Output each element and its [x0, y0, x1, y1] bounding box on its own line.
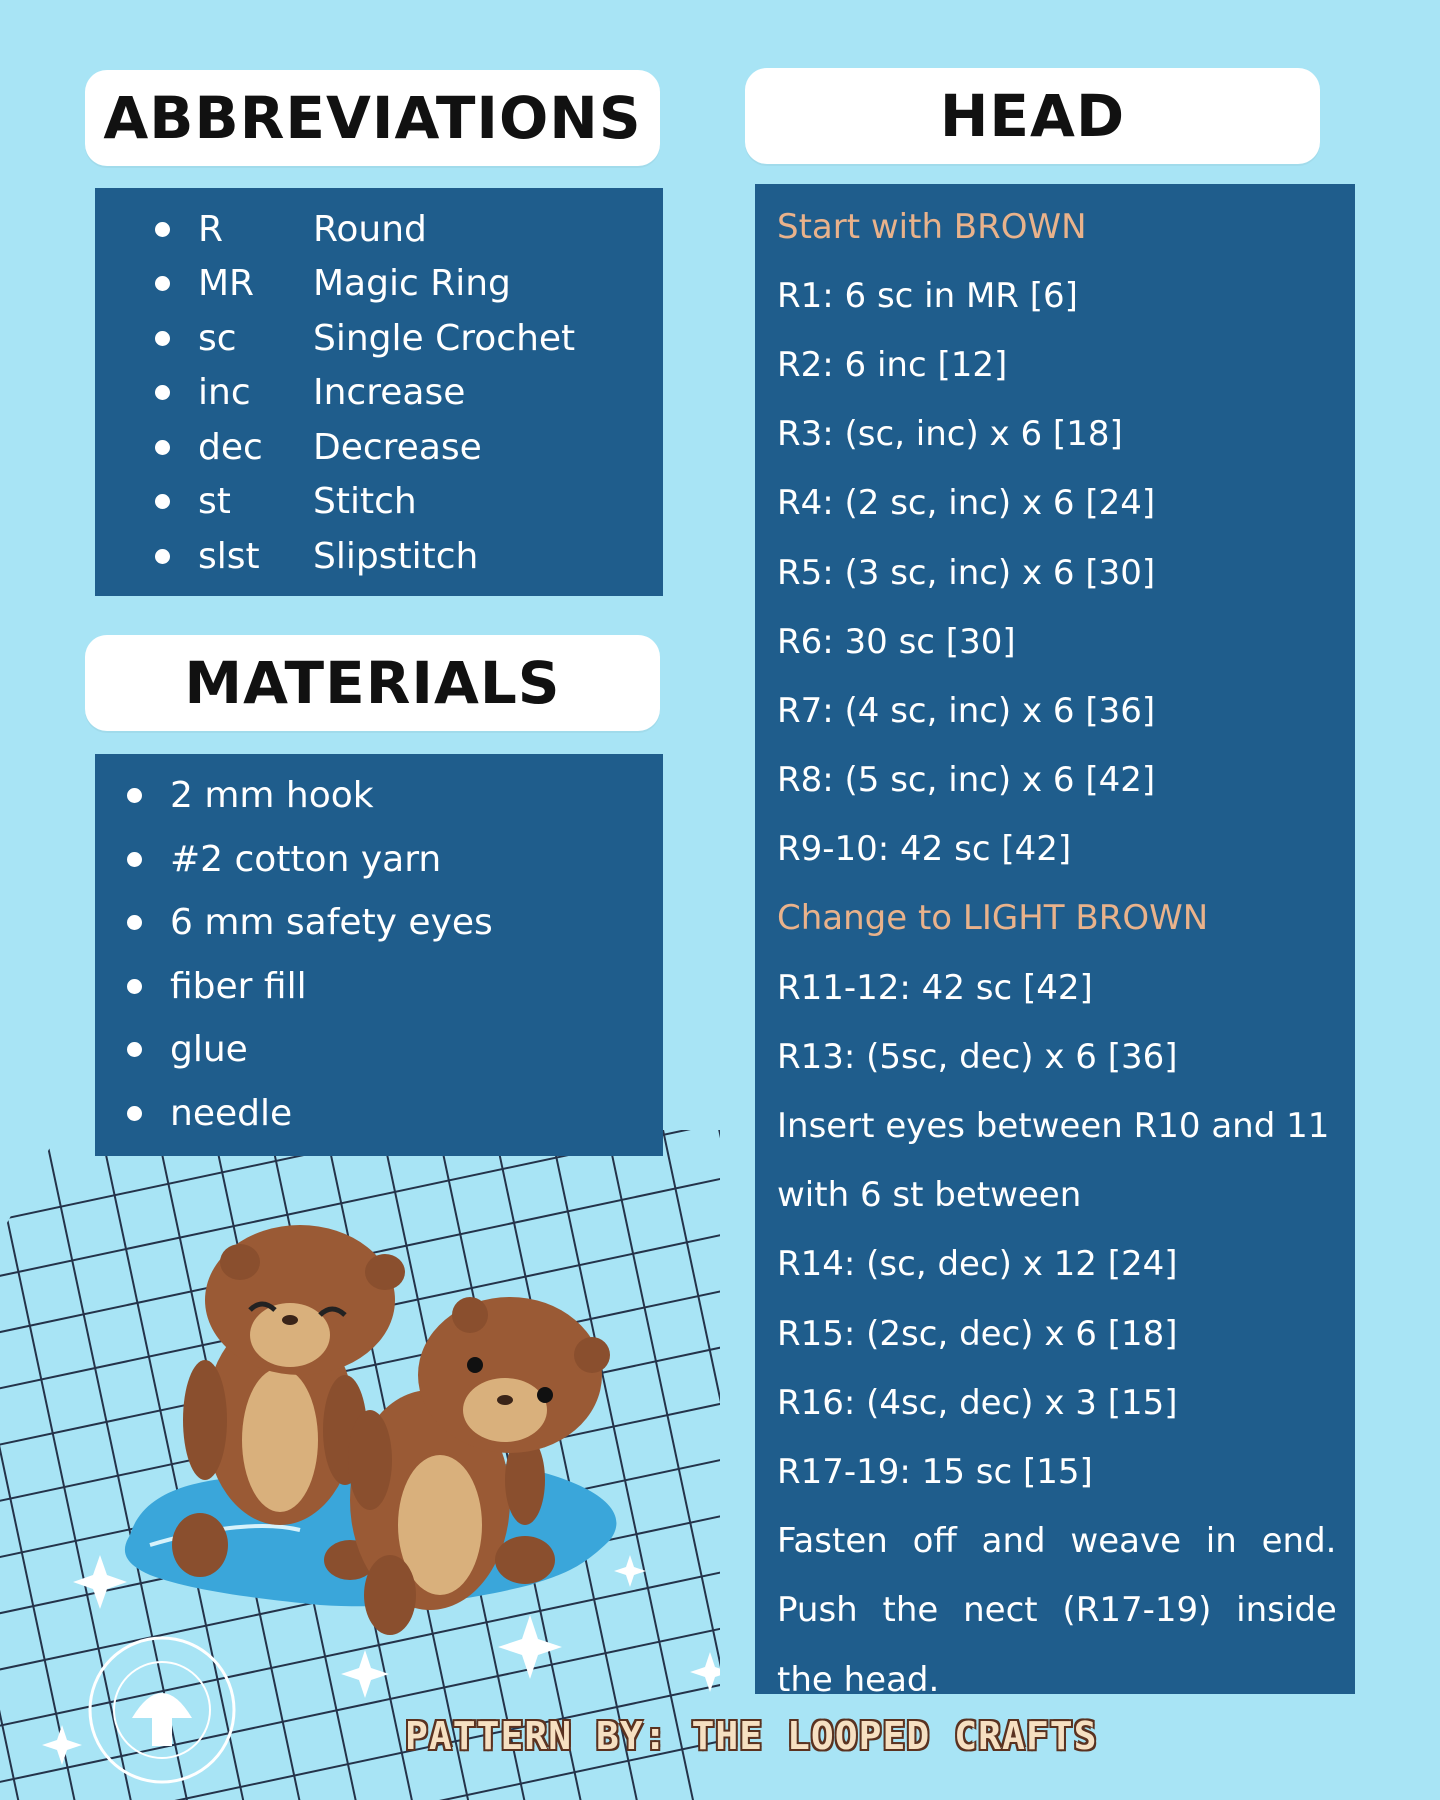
round-instruction: R11-12: 42 sc [42]: [777, 967, 1093, 1008]
abbreviation-value: Round: [313, 208, 427, 250]
materials-list: [95, 754, 663, 1145]
material-item: [127, 764, 663, 828]
abbreviation-value: Single Crochet: [313, 317, 576, 359]
bullet-icon: [155, 549, 170, 564]
pattern-credit: PATTERN BY: THE LOOPED CRAFTS: [405, 1714, 1098, 1758]
abbreviation-value: Magic Ring: [313, 263, 511, 305]
note-line: Fasten off and weave in end.: [777, 1521, 1337, 1562]
bullet-icon: [127, 788, 142, 803]
abbreviation-item: [155, 202, 663, 257]
color-instruction: Change to LIGHT BROWN: [777, 898, 1209, 939]
abbreviation-key: slst: [198, 535, 260, 577]
abbreviation-key: R: [198, 208, 224, 250]
round-instruction: R14: (sc, dec) x 12 [24]: [777, 1244, 1178, 1285]
bullet-icon: [127, 852, 142, 867]
abbreviation-item: [155, 311, 663, 366]
bullet-icon: [155, 385, 170, 400]
material-label: 6 mm safety eyes: [170, 902, 493, 944]
note-line: the head.: [777, 1659, 940, 1700]
abbreviation-value: Increase: [313, 372, 466, 414]
note-line: with 6 st between: [777, 1175, 1082, 1216]
material-label: 2 mm hook: [170, 775, 374, 817]
round-instruction: R6: 30 sc [30]: [777, 621, 1016, 662]
abbreviation-key: sc: [198, 317, 237, 359]
material-label: needle: [170, 1092, 293, 1134]
head-title: HEAD: [939, 82, 1126, 150]
note-line: Push the nect (R17-19) inside: [777, 1590, 1337, 1631]
round-instruction: R15: (2sc, dec) x 6 [18]: [777, 1313, 1178, 1354]
abbreviation-key: inc: [198, 372, 251, 414]
abbreviation-item: [155, 420, 663, 475]
material-item: [127, 891, 663, 955]
head-title-card: [745, 68, 1320, 164]
round-instruction: R5: (3 sc, inc) x 6 [30]: [777, 552, 1156, 593]
round-instruction: R3: (sc, inc) x 6 [18]: [777, 414, 1123, 455]
bullet-icon: [155, 276, 170, 291]
abbreviation-key: st: [198, 481, 231, 523]
abbreviations-title-card: [85, 70, 660, 166]
round-instruction: R17-19: 15 sc [15]: [777, 1451, 1093, 1492]
abbreviation-value: Decrease: [313, 426, 482, 468]
bullet-icon: [155, 222, 170, 237]
material-item: [127, 1082, 663, 1146]
bullet-icon: [155, 331, 170, 346]
head-instructions: [755, 184, 1355, 1714]
material-item: [127, 955, 663, 1019]
abbreviation-key: dec: [198, 426, 263, 468]
abbreviations-list: [95, 188, 663, 584]
material-item: [127, 1018, 663, 1082]
materials-title: MATERIALS: [184, 649, 561, 717]
abbreviation-key: MR: [198, 263, 255, 305]
abbreviation-item: [155, 257, 663, 312]
bullet-icon: [127, 979, 142, 994]
abbreviation-item: [155, 475, 663, 530]
abbreviation-item: [155, 366, 663, 421]
note-line: Insert eyes between R10 and 11: [777, 1106, 1330, 1147]
material-label: #2 cotton yarn: [170, 838, 442, 880]
abbreviation-value: Slipstitch: [313, 535, 479, 577]
abbreviations-title: ABBREVIATIONS: [103, 84, 642, 152]
round-instruction: R9-10: 42 sc [42]: [777, 829, 1072, 870]
round-instruction: R16: (4sc, dec) x 3 [15]: [777, 1382, 1178, 1423]
materials-title-card: [85, 635, 660, 731]
material-label: glue: [170, 1029, 248, 1071]
abbreviation-item: [155, 529, 663, 584]
round-instruction: R4: (2 sc, inc) x 6 [24]: [777, 483, 1156, 524]
abbreviation-value: Stitch: [313, 481, 417, 523]
material-label: fiber fill: [170, 965, 307, 1007]
round-instruction: R2: 6 inc [12]: [777, 344, 1008, 385]
bullet-icon: [127, 915, 142, 930]
round-instruction: R13: (5sc, dec) x 6 [36]: [777, 1036, 1178, 1077]
material-item: [127, 828, 663, 892]
round-instruction: R1: 6 sc in MR [6]: [777, 275, 1078, 316]
brand-logo: [82, 1630, 242, 1790]
round-instruction: R8: (5 sc, inc) x 6 [42]: [777, 760, 1156, 801]
abbreviations-panel: [95, 188, 663, 596]
bullet-icon: [155, 494, 170, 509]
color-instruction: Start with BROWN: [777, 206, 1087, 247]
head-panel: [755, 184, 1355, 1700]
bullet-icon: [127, 1106, 142, 1121]
bullet-icon: [127, 1042, 142, 1057]
materials-panel: [95, 754, 663, 1156]
round-instruction: R7: (4 sc, inc) x 6 [36]: [777, 690, 1156, 731]
otter-right: [348, 1297, 610, 1635]
bullet-icon: [155, 440, 170, 455]
